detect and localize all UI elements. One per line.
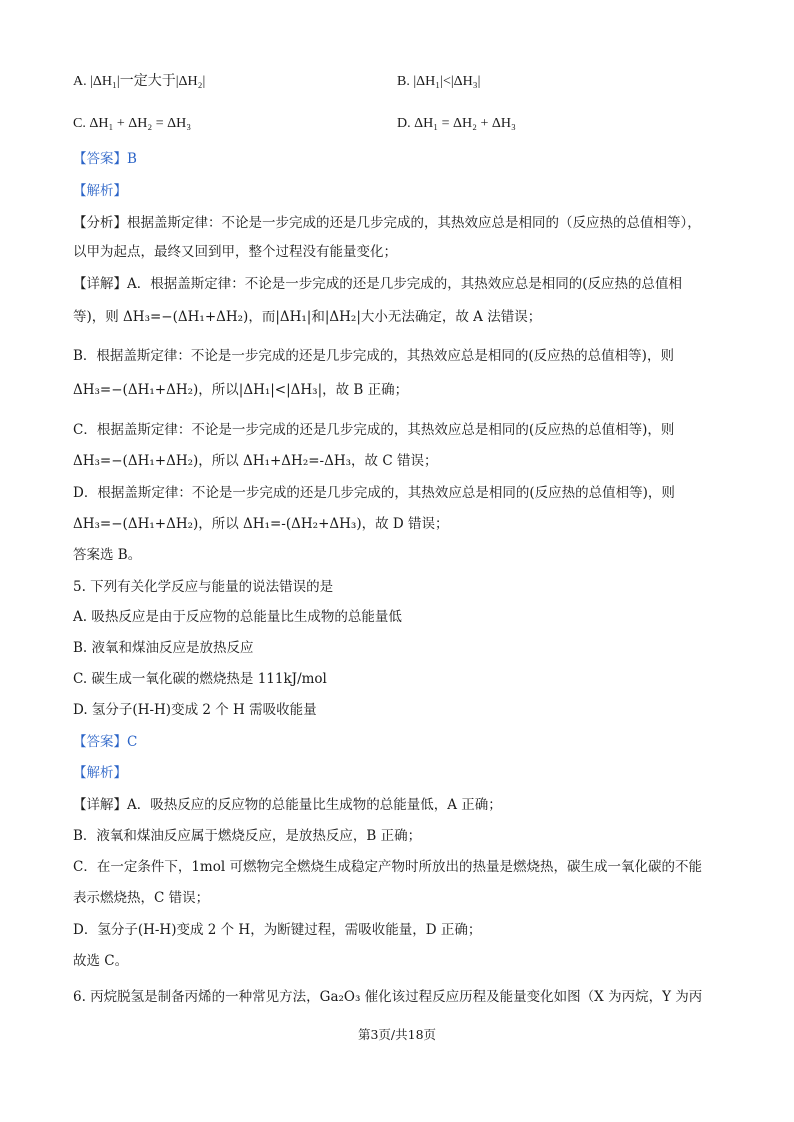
q4-detail-b-line-1: B．根据盖斯定律：不论是一步完成的还是几步完成的，其热效应总是相同的(反应热的总值相等)，则 <box>73 348 674 364</box>
q4-conclusion: 答案选 B。 <box>73 547 142 563</box>
q4-detail-a-line-1: 【详解】A．根据盖斯定律：不论是一步完成的还是几步完成的，其热效应总是相同的(反应热的总值相 <box>73 276 683 292</box>
q5-conclusion: 故选 C。 <box>73 953 129 969</box>
q5-detail-c-line-1: C．在一定条件下，1mol 可燃物完全燃烧生成稳定产物时所放出的热量是燃烧热，碳生成一氧化碳的不能 <box>73 859 702 875</box>
q4-detail-c-line-1: C．根据盖斯定律：不论是一步完成的还是几步完成的，其热效应总是相同的(反应热的总值相等)，则 <box>73 422 675 438</box>
q5-option-d: D. 氢分子(H-H)变成 2 个 H 需吸收能量 <box>73 702 317 718</box>
q4-analysis-line-1: 【分析】根据盖斯定律：不论是一步完成的还是几步完成的，其热效应总是相同的（反应热的总值相等）， <box>73 215 701 231</box>
q6-stem: 6. 丙烷脱氢是制备丙烯的一种常见方法，Ga₂O₃ 催化该过程反应历程及能量变化如图（X 为丙烷，Y 为丙 <box>73 989 703 1005</box>
q4-option-c: C. ΔH₁ + ΔH₂ = ΔH₃ <box>73 116 192 131</box>
q4-answer: 【答案】B <box>73 151 137 167</box>
q5-detail-d: D．氢分子(H-H)变成 2 个 H，为断键过程，需吸收能量，D 正确； <box>73 922 482 938</box>
q4-analysis-label: 【解析】 <box>73 183 127 199</box>
q4-detail-d-line-2: ΔH₃=−(ΔH₁+ΔH₂)，所以 ΔH₁=-(ΔH₂+ΔH₃)，故 D 错误； <box>73 516 449 532</box>
q4-detail-c-line-2: ΔH₃=−(ΔH₁+ΔH₂)，所以 ΔH₁+ΔH₂=-ΔH₃，故 C 错误； <box>73 453 438 469</box>
q5-answer: 【答案】C <box>73 734 138 750</box>
q5-detail-c-line-2: 表示燃烧热，C 错误； <box>73 890 210 906</box>
q4-detail-d-line-1: D．根据盖斯定律：不论是一步完成的还是几步完成的，其热效应总是相同的(反应热的总值相等)，则 <box>73 485 675 501</box>
q5-option-a: A. 吸热反应是由于反应物的总能量比生成物的总能量低 <box>73 609 402 625</box>
q4-detail-a-line-2: 等)，则 ΔH₃=−(ΔH₁+ΔH₂)，而|ΔH₁|和|ΔH₂|大小无法确定，故 A 法错误； <box>73 309 542 325</box>
q4-option-a: A. |ΔH₁|一定大于|ΔH₂| <box>73 74 206 89</box>
q5-stem: 5. 下列有关化学反应与能量的说法错误的是 <box>73 579 334 595</box>
q5-detail-b: B．液氧和煤油反应属于燃烧反应，是放热反应，B 正确； <box>73 828 422 844</box>
q5-option-b: B. 液氧和煤油反应是放热反应 <box>73 640 254 656</box>
page-number-footer: 第3页/共18页 <box>357 1027 437 1042</box>
q4-analysis-line-2: 以甲为起点，最终又回到甲，整个过程没有能量变化； <box>73 244 397 260</box>
q5-option-c: C. 碳生成一氧化碳的燃烧热是 111kJ/mol <box>73 671 327 687</box>
q5-analysis-label: 【解析】 <box>73 765 127 781</box>
q5-detail-a: 【详解】A．吸热反应的反应物的总能量比生成物的总能量低，A 正确； <box>73 797 502 813</box>
q4-option-b: B. |ΔH₁|<|ΔH₃| <box>397 74 481 89</box>
q4-option-d: D. ΔH₁ = ΔH₂ + ΔH₃ <box>397 116 516 131</box>
q4-detail-b-line-2: ΔH₃=−(ΔH₁+ΔH₂)，所以|ΔH₁|<|ΔH₃|，故 B 正确； <box>73 382 409 398</box>
